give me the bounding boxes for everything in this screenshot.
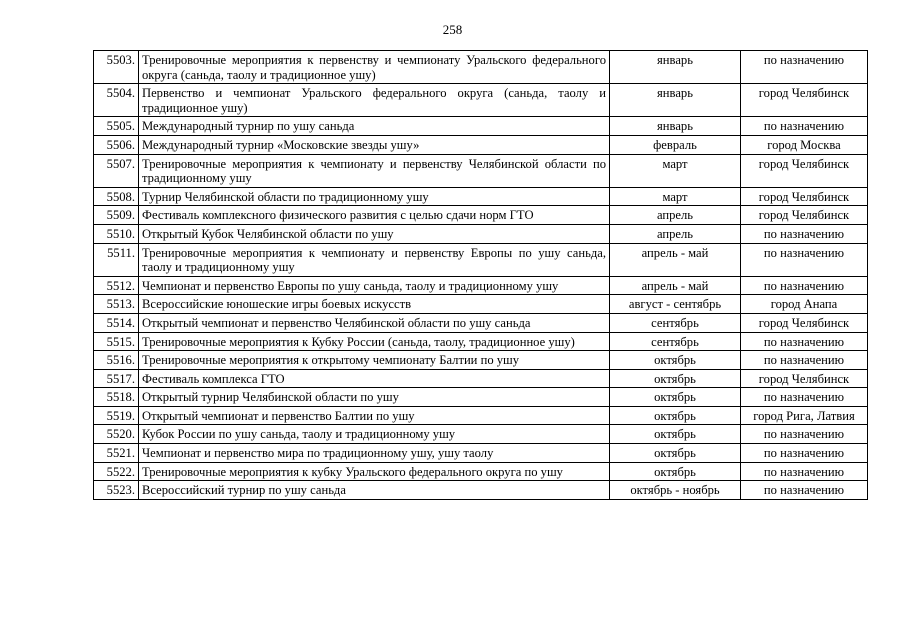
event-number: 5518. <box>94 388 139 407</box>
table-row <box>94 84 868 117</box>
table-row <box>94 481 868 500</box>
event-name: Открытый Кубок Челябинской области по ушу <box>139 224 610 243</box>
event-name: Всероссийский турнир по ушу саньда <box>139 481 610 500</box>
event-place: по назначению <box>741 224 868 243</box>
event-date: октябрь <box>610 369 741 388</box>
event-name: Тренировочные мероприятия к чемпионату и первенству Европы по ушу саньда, таолу и традиционному ушу <box>139 243 610 276</box>
event-date: март <box>610 154 741 187</box>
event-number: 5519. <box>94 406 139 425</box>
event-name: Чемпионат и первенство мира по традиционному ушу, ушу таолу <box>139 444 610 463</box>
event-place: по назначению <box>741 276 868 295</box>
event-number: 5512. <box>94 276 139 295</box>
event-date: октябрь <box>610 444 741 463</box>
event-date: октябрь <box>610 351 741 370</box>
event-date: апрель - май <box>610 243 741 276</box>
event-date: октябрь <box>610 425 741 444</box>
table-row <box>94 332 868 351</box>
event-name: Международный турнир по ушу саньда <box>139 117 610 136</box>
event-number: 5503. <box>94 51 139 84</box>
event-number: 5509. <box>94 206 139 225</box>
event-date: сентябрь <box>610 332 741 351</box>
event-place: город Челябинск <box>741 313 868 332</box>
event-number: 5511. <box>94 243 139 276</box>
event-number: 5517. <box>94 369 139 388</box>
event-place: по назначению <box>741 481 868 500</box>
event-name: Тренировочные мероприятия к чемпионату и первенству Челябинской области по традиционному ушу <box>139 154 610 187</box>
event-date: октябрь - ноябрь <box>610 481 741 500</box>
event-place: город Рига, Латвия <box>741 406 868 425</box>
event-name: Международный турнир «Московские звезды ушу» <box>139 135 610 154</box>
table-row <box>94 388 868 407</box>
event-number: 5507. <box>94 154 139 187</box>
table-row <box>94 369 868 388</box>
event-name: Фестиваль комплекса ГТО <box>139 369 610 388</box>
event-date: февраль <box>610 135 741 154</box>
event-place: по назначению <box>741 425 868 444</box>
event-number: 5523. <box>94 481 139 500</box>
table-row <box>94 243 868 276</box>
event-place: по назначению <box>741 51 868 84</box>
event-name: Открытый чемпионат и первенство Балтии по ушу <box>139 406 610 425</box>
event-name: Тренировочные мероприятия к Кубку России (саньда, таолу, традиционное ушу) <box>139 332 610 351</box>
table-row <box>94 351 868 370</box>
event-number: 5506. <box>94 135 139 154</box>
table-row <box>94 425 868 444</box>
event-place: город Анапа <box>741 295 868 314</box>
event-name: Турнир Челябинской области по традиционному ушу <box>139 187 610 206</box>
table-row <box>94 154 868 187</box>
event-date: август - сентябрь <box>610 295 741 314</box>
event-number: 5510. <box>94 224 139 243</box>
event-place: город Москва <box>741 135 868 154</box>
event-date: октябрь <box>610 406 741 425</box>
event-place: по назначению <box>741 117 868 136</box>
event-date: апрель - май <box>610 276 741 295</box>
event-name: Всероссийские юношеские игры боевых искусств <box>139 295 610 314</box>
event-date: март <box>610 187 741 206</box>
event-place: по назначению <box>741 243 868 276</box>
event-date: октябрь <box>610 388 741 407</box>
table-row <box>94 117 868 136</box>
table-row <box>94 51 868 84</box>
event-name: Открытый турнир Челябинской области по ушу <box>139 388 610 407</box>
event-place: город Челябинск <box>741 369 868 388</box>
event-place: по назначению <box>741 462 868 481</box>
event-name: Фестиваль комплексного физического развития с целью сдачи норм ГТО <box>139 206 610 225</box>
event-place: по назначению <box>741 388 868 407</box>
page-number: 258 <box>442 22 463 37</box>
event-name: Тренировочные мероприятия к кубку Уральского федерального округа по ушу <box>139 462 610 481</box>
table-row <box>94 295 868 314</box>
event-place: город Челябинск <box>741 187 868 206</box>
event-date: сентябрь <box>610 313 741 332</box>
table-row <box>94 462 868 481</box>
event-number: 5513. <box>94 295 139 314</box>
event-name: Тренировочные мероприятия к открытому чемпионату Балтии по ушу <box>139 351 610 370</box>
event-date: январь <box>610 117 741 136</box>
event-number: 5504. <box>94 84 139 117</box>
events-table <box>93 50 868 500</box>
event-number: 5515. <box>94 332 139 351</box>
event-date: октябрь <box>610 462 741 481</box>
event-number: 5521. <box>94 444 139 463</box>
table-row <box>94 406 868 425</box>
event-date: апрель <box>610 224 741 243</box>
event-place: по назначению <box>741 351 868 370</box>
table-row <box>94 224 868 243</box>
event-place: город Челябинск <box>741 206 868 225</box>
event-place: город Челябинск <box>741 154 868 187</box>
table-row <box>94 187 868 206</box>
table-row <box>94 444 868 463</box>
event-number: 5516. <box>94 351 139 370</box>
event-place: город Челябинск <box>741 84 868 117</box>
table-row <box>94 276 868 295</box>
event-date: январь <box>610 51 741 84</box>
event-name: Кубок России по ушу саньда, таолу и традиционному ушу <box>139 425 610 444</box>
event-number: 5505. <box>94 117 139 136</box>
table-row <box>94 206 868 225</box>
event-name: Чемпионат и первенство Европы по ушу саньда, таолу и традиционному ушу <box>139 276 610 295</box>
event-name: Первенство и чемпионат Уральского федерального округа (саньда, таолу и традиционное ушу) <box>139 84 610 117</box>
event-name: Открытый чемпионат и первенство Челябинской области по ушу саньда <box>139 313 610 332</box>
event-place: по назначению <box>741 332 868 351</box>
events-table-body <box>94 51 868 500</box>
table-row <box>94 313 868 332</box>
event-date: апрель <box>610 206 741 225</box>
event-number: 5514. <box>94 313 139 332</box>
event-name: Тренировочные мероприятия к первенству и чемпионату Уральского федерального округа (саньда, таолу и традиционное ушу) <box>139 51 610 84</box>
event-number: 5522. <box>94 462 139 481</box>
event-number: 5508. <box>94 187 139 206</box>
table-row <box>94 135 868 154</box>
event-place: по назначению <box>741 444 868 463</box>
event-number: 5520. <box>94 425 139 444</box>
event-date: январь <box>610 84 741 117</box>
